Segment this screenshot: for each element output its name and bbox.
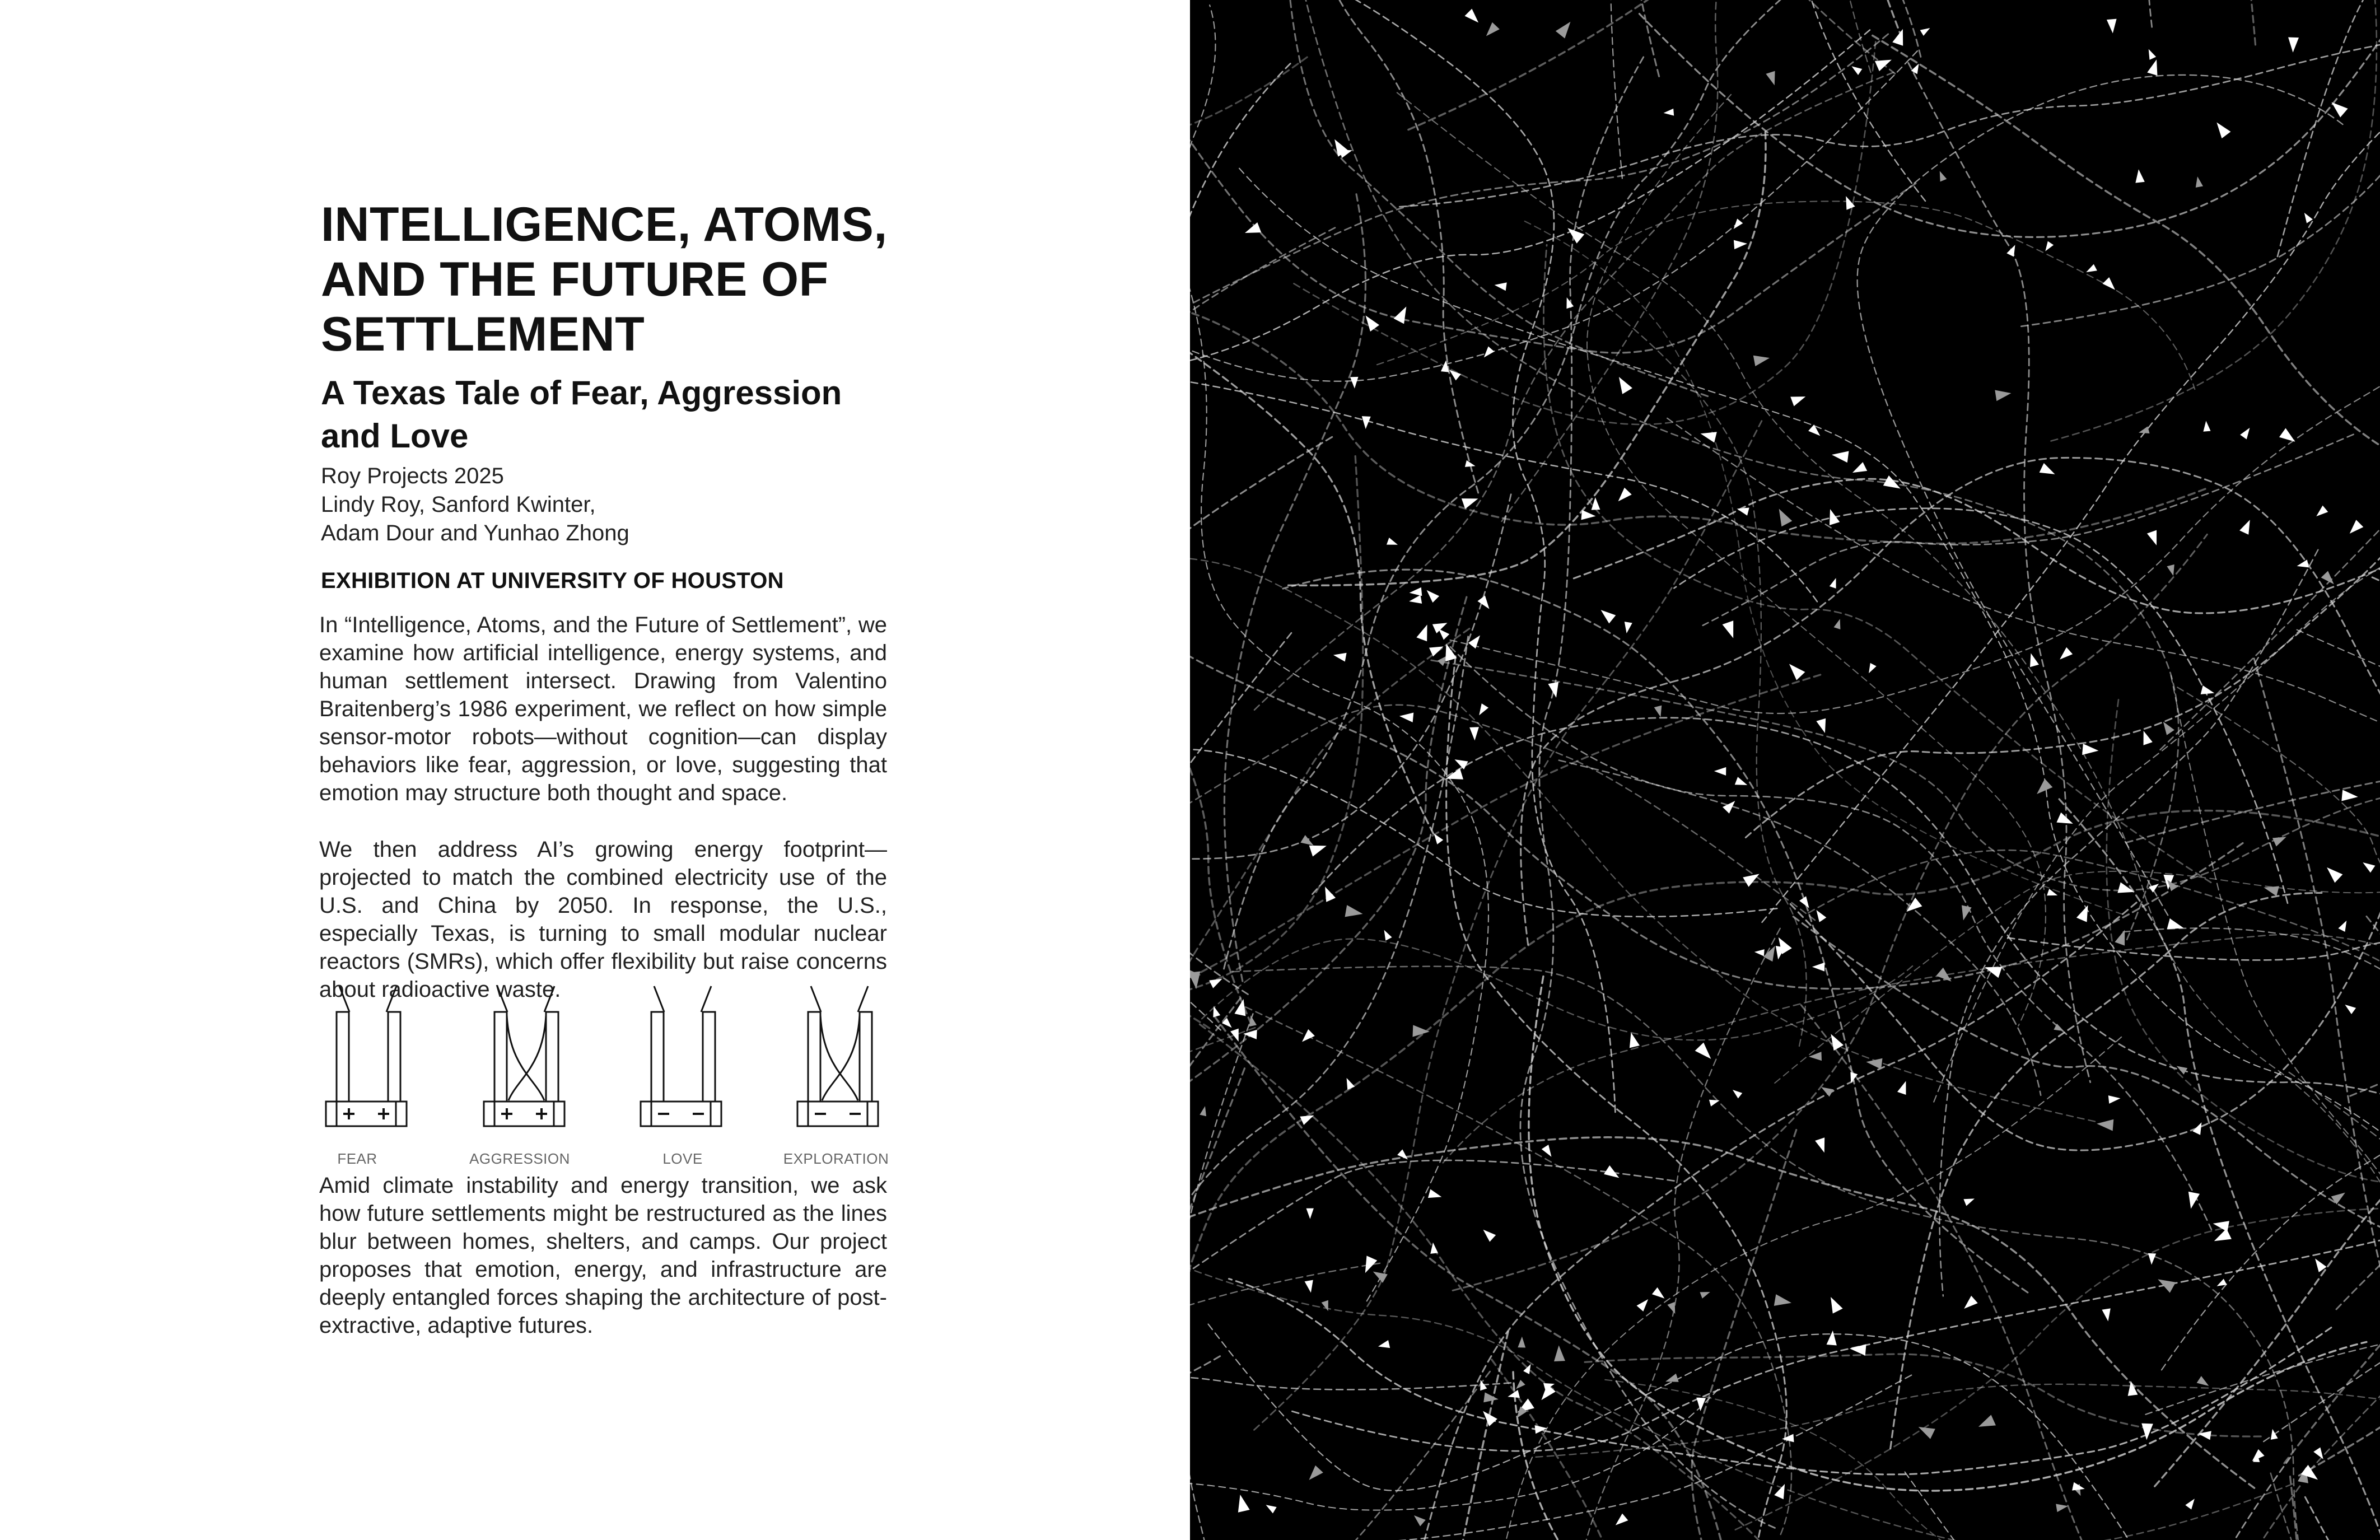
vehicle-marker-icon xyxy=(1482,22,1500,40)
vehicle-marker-icon xyxy=(1834,618,1844,629)
vehicle-marker-icon xyxy=(1774,506,1792,526)
vehicle-marker-icon xyxy=(1429,642,1445,657)
trajectory-line xyxy=(1628,1130,1796,1540)
vehicle-marker-icon xyxy=(1731,219,1743,231)
trajectory-line xyxy=(1775,871,2380,1083)
vehicle-marker-icon xyxy=(1613,1514,1628,1529)
trajectory-line xyxy=(1190,1235,2293,1540)
vehicle-marker-icon xyxy=(2341,790,2358,802)
trajectory-line xyxy=(1609,0,1659,76)
page-subtitle xyxy=(321,371,909,458)
vehicle-marker-icon xyxy=(1332,651,1346,662)
fear-label: FEAR xyxy=(337,1150,377,1167)
trajectory-line xyxy=(1190,1160,1674,1540)
subtitle-line: A Texas Tale of Fear, Aggression xyxy=(321,374,842,412)
vehicle-marker-icon xyxy=(2147,58,2162,76)
vehicle-marker-icon xyxy=(2134,169,2145,183)
vehicle-marker-icon xyxy=(2323,863,2342,883)
trajectory-line xyxy=(1190,345,1251,1024)
vehicle-marker-icon xyxy=(1399,711,1413,722)
trajectory-line xyxy=(2180,659,2380,1540)
exploration-vehicle-diagram xyxy=(795,983,885,1134)
vehicle-marker-icon xyxy=(1636,1296,1651,1312)
vehicle-marker-icon xyxy=(1936,170,1947,181)
trajectory-line xyxy=(1574,464,2380,613)
trajectory-line xyxy=(1199,0,1615,1112)
credit-line: Roy Projects 2025 xyxy=(321,464,504,488)
vehicle-marker-icon xyxy=(2042,241,2054,253)
vehicle-marker-icon xyxy=(1481,346,1494,360)
vehicle-marker-icon xyxy=(1699,428,1717,443)
vehicle-marker-icon xyxy=(2342,1001,2356,1014)
trajectory-line xyxy=(1508,0,1643,179)
vehicle-markers xyxy=(1190,9,2375,1529)
trajectory-line xyxy=(1190,1068,1245,1510)
vehicle-marker-icon xyxy=(1320,884,1336,902)
vehicle-marker-icon xyxy=(1623,622,1632,634)
trajectory-line xyxy=(1384,1332,1508,1540)
vehicle-marker-icon xyxy=(1920,25,1932,36)
vehicle-marker-icon xyxy=(1866,663,1877,675)
vehicle-marker-icon xyxy=(2194,176,2203,188)
vehicle-marker-icon xyxy=(2239,518,2255,535)
vehicle-marker-icon xyxy=(1556,18,1575,38)
vehicle-marker-icon xyxy=(1479,1407,1497,1426)
vehicle-marker-icon xyxy=(1264,1502,1277,1514)
vehicle-marker-icon xyxy=(1343,1076,1355,1090)
vehicle-marker-icon xyxy=(1305,1466,1323,1484)
vehicle-marker-icon xyxy=(2141,1424,2153,1440)
vehicle-marker-icon xyxy=(2139,729,2153,745)
trajectory-line xyxy=(1190,0,1916,353)
vehicle-marker-icon xyxy=(1730,1087,1742,1098)
trajectory-line xyxy=(1190,820,1210,1028)
vehicle-marker-icon xyxy=(1736,505,1749,516)
vehicle-marker-icon xyxy=(1958,905,1972,921)
vehicle-marker-icon xyxy=(1774,1482,1789,1499)
vehicle-marker-icon xyxy=(1345,905,1364,920)
trajectory-line xyxy=(1190,749,1777,917)
vehicle-marker-icon xyxy=(1961,1296,1977,1313)
trajectory-line xyxy=(1830,0,2084,72)
vehicle-marker-icon xyxy=(2027,652,2039,667)
vehicle-marker-icon xyxy=(2047,889,2059,899)
vehicle-marker-icon xyxy=(1782,1434,1794,1443)
vehicle-marker-icon xyxy=(1416,623,1432,641)
vehicle-marker-icon xyxy=(2313,506,2328,520)
trajectory-field xyxy=(1190,0,2380,1540)
vehicle-marker-icon xyxy=(2145,48,2156,60)
vehicle-marker-icon xyxy=(1897,1080,1910,1095)
vehicle-marker-icon xyxy=(2338,919,2350,932)
trajectory-line xyxy=(1190,1371,1490,1540)
vehicle-marker-icon xyxy=(1850,63,1863,75)
vehicle-marker-icon xyxy=(2102,277,2118,293)
vehicle-marker-icon xyxy=(1200,1105,1208,1116)
vehicle-marker-icon xyxy=(1983,962,2002,978)
vehicle-marker-icon xyxy=(1387,538,1399,548)
vehicle-marker-icon xyxy=(1305,1280,1315,1294)
trajectory-line xyxy=(1190,1014,1253,1540)
vehicle-marker-icon xyxy=(1816,718,1830,735)
vehicle-marker-icon xyxy=(2262,883,2279,896)
trajectory-line xyxy=(2299,784,2380,1476)
vehicle-marker-icon xyxy=(1936,968,1954,986)
vehicle-marker-icon xyxy=(1753,353,1771,366)
vehicle-marker-icon xyxy=(1754,949,1764,956)
title-line: SETTLEMENT xyxy=(321,307,645,361)
vehicle-marker-icon xyxy=(2167,564,2177,577)
trajectory-line xyxy=(1229,1279,2331,1474)
vehicle-marker-icon xyxy=(2211,1229,2232,1247)
credits xyxy=(321,462,881,548)
vehicle-marker-icon xyxy=(2192,1121,2205,1135)
trajectory-line xyxy=(1431,324,2380,890)
exploration-label: EXPLORATION xyxy=(783,1150,889,1167)
trajectory-line xyxy=(1239,169,2380,1172)
trajectory-artwork xyxy=(1190,0,2380,1540)
vehicle-marker-icon xyxy=(1664,1374,1679,1386)
trajectory-line xyxy=(1443,935,2380,1336)
vehicle-marker-icon xyxy=(1875,54,1894,71)
vehicle-marker-icon xyxy=(1581,510,1596,521)
vehicle-marker-icon xyxy=(1766,71,1779,87)
vehicle-marker-icon xyxy=(1916,1422,1935,1439)
trajectory-line xyxy=(1581,1354,2261,1436)
trajectory-line xyxy=(2367,916,2380,1540)
subtitle-line: and Love xyxy=(321,417,469,455)
vehicle-marker-icon xyxy=(2269,1428,2278,1439)
trajectory-line xyxy=(1312,0,1478,493)
vehicle-marker-icon xyxy=(1723,797,1738,813)
vehicle-marker-icon xyxy=(2167,918,2185,934)
trajectory-line xyxy=(1703,435,2354,626)
trajectory-line xyxy=(1934,153,2380,1102)
vehicle-marker-icon xyxy=(2040,463,2057,479)
love-label: LOVE xyxy=(662,1150,703,1167)
vehicle-marker-icon xyxy=(1826,1294,1843,1313)
vehicle-marker-icon xyxy=(1480,1226,1496,1242)
vehicle-marker-icon xyxy=(2240,426,2253,440)
vehicle-marker-icon xyxy=(1563,296,1574,309)
vehicle-marker-icon xyxy=(1518,1336,1525,1347)
trajectory-line xyxy=(1576,928,1859,1540)
vehicle-marker-icon xyxy=(2185,1496,2197,1509)
trajectory-line xyxy=(1190,597,1467,1245)
trajectory-line xyxy=(1190,1356,1220,1540)
vehicle-marker-icon xyxy=(2346,520,2363,537)
trajectory-line xyxy=(1940,550,2318,1296)
trajectory-line xyxy=(2051,0,2377,441)
vehicle-marker-icon xyxy=(2288,37,2299,53)
vehicle-marker-icon xyxy=(2296,559,2309,570)
vehicle-marker-icon xyxy=(1614,488,1632,505)
credit-line: Adam Dour and Yunhao Zhong xyxy=(321,521,629,545)
vehicle-marker-icon xyxy=(2147,530,2162,547)
vehicle-marker-icon xyxy=(2082,744,2099,757)
vehicle-marker-icon xyxy=(1453,755,1468,769)
vehicle-marker-icon xyxy=(1723,620,1739,640)
trajectory-line xyxy=(1513,1372,1851,1540)
trajectory-line xyxy=(1190,1263,1613,1540)
vehicle-marker-icon xyxy=(1377,1340,1390,1351)
vehicle-marker-icon xyxy=(2249,1449,2264,1464)
vehicle-marker-icon xyxy=(1514,1380,1525,1392)
page-title xyxy=(321,197,937,362)
trajectory-line xyxy=(1190,5,1488,1301)
vehicle-marker-icon xyxy=(2102,1308,2112,1322)
vehicle-marker-icon xyxy=(1542,1145,1555,1159)
vehicle-marker-icon xyxy=(1537,1384,1556,1403)
vehicle-marker-icon xyxy=(2148,1253,2156,1265)
vehicle-marker-icon xyxy=(1408,595,1422,605)
trajectory-line xyxy=(2155,809,2380,1487)
vehicle-marker-icon xyxy=(2212,119,2230,138)
vehicle-marker-icon xyxy=(2155,1274,2176,1293)
trajectory-line xyxy=(1801,1005,2091,1540)
trajectory-line xyxy=(1520,57,1778,1529)
trajectory-line xyxy=(1794,0,2380,201)
vehicle-marker-icon xyxy=(2056,1502,2069,1512)
title-line: INTELLIGENCE, ATOMS, xyxy=(321,198,888,251)
trajectory-line xyxy=(1190,0,1708,396)
vehicle-marker-icon xyxy=(1424,587,1439,603)
trajectory-line xyxy=(1453,534,2207,1290)
trajectory-line xyxy=(1190,228,1335,1001)
vehicle-marker-icon xyxy=(2057,647,2073,663)
trajectory-line xyxy=(1446,656,1787,1540)
trajectory-line xyxy=(1408,0,2380,209)
trajectory-line xyxy=(1190,998,1240,1540)
vehicle-marker-icon xyxy=(2202,421,2211,432)
trajectory-line xyxy=(2021,0,2380,326)
vehicle-marker-icon xyxy=(2159,719,2174,735)
vehicle-marker-icon xyxy=(1309,840,1328,856)
vehicle-marker-icon xyxy=(2301,211,2313,223)
aggression-vehicle-diagram xyxy=(482,983,571,1134)
trajectory-line xyxy=(1975,0,2171,27)
vehicle-marker-icon xyxy=(1234,1493,1250,1512)
trajectory-line xyxy=(1283,570,2028,1292)
body-paragraph: In “Intelligence, Atoms, and the Future of Settlement”, we examine how artificial intelligence, energy systems, and human settlement intersect. Drawing from Valentino Braitenberg’s 1986 experiment, we reflect on how simple sensor-motor robots—without cognition—can display behaviors like fear, aggression, or love, suggesting that emotion may structure both thought and space. xyxy=(319,613,887,805)
vehicle-marker-icon xyxy=(1734,239,1748,249)
vehicle-marker-icon xyxy=(1299,1029,1315,1046)
trajectory-line xyxy=(2271,1473,2380,1540)
trajectory-line xyxy=(1905,1472,2264,1540)
trajectory-line xyxy=(2145,666,2380,1415)
vehicle-marker-icon xyxy=(1849,1343,1866,1356)
trajectory-line xyxy=(1190,1376,1511,1540)
vehicle-marker-icon xyxy=(1494,281,1507,291)
vehicle-marker-icon xyxy=(1995,388,2012,401)
trajectory-line xyxy=(1190,637,1468,1476)
vehicle-marker-icon xyxy=(2328,98,2348,118)
trajectory-line xyxy=(2097,1486,2300,1540)
trajectory-line xyxy=(2177,687,2380,1289)
trajectory-line xyxy=(1190,494,1511,1058)
vehicle-marker-icon xyxy=(1361,416,1371,429)
trajectory-line xyxy=(1735,1208,2380,1530)
trajectory-line xyxy=(1190,210,2243,989)
vehicle-marker-icon xyxy=(1831,449,1849,463)
vehicle-marker-icon xyxy=(1411,1512,1426,1526)
vehicle-marker-icon xyxy=(1476,703,1488,717)
vehicle-marker-icon xyxy=(1548,682,1561,699)
vehicle-marker-icon xyxy=(1850,462,1867,477)
vehicle-marker-icon xyxy=(1815,1137,1829,1154)
vehicle-marker-icon xyxy=(2084,264,2097,276)
trajectory-line xyxy=(1190,0,1307,158)
trajectory-line xyxy=(1190,30,1870,368)
trajectory-line xyxy=(1190,454,2095,1121)
vehicle-marker-icon xyxy=(1614,374,1632,394)
trajectory-line xyxy=(1190,1375,1911,1540)
trajectory-line xyxy=(1290,42,1875,424)
trajectory-line xyxy=(1224,193,1365,982)
trajectory-line xyxy=(1190,675,1821,1129)
trajectory-line xyxy=(1873,36,2380,499)
trajectory-line xyxy=(1502,0,2080,521)
trajectory-line xyxy=(1224,0,2040,969)
vehicle-marker-icon xyxy=(2360,859,2375,873)
vehicle-marker-icon xyxy=(1306,1208,1314,1219)
trajectory-line xyxy=(1793,917,2380,1266)
vehicle-marker-icon xyxy=(1652,1287,1667,1302)
vehicle-marker-icon xyxy=(1714,767,1726,776)
trajectory-line xyxy=(1790,421,2380,1150)
vehicle-marker-icon xyxy=(1553,1345,1565,1361)
vehicle-marker-icon xyxy=(1799,896,1813,910)
vehicle-marker-icon xyxy=(2321,571,2337,588)
vehicle-marker-icon xyxy=(1428,1189,1443,1201)
vehicle-marker-icon xyxy=(1790,392,1807,407)
vehicle-marker-icon xyxy=(1604,1165,1622,1182)
trajectory-line xyxy=(1254,421,1762,1430)
vehicle-marker-icon xyxy=(1812,963,1824,972)
credit-line: Lindy Roy, Sanford Kwinter, xyxy=(321,492,596,517)
vehicle-marker-icon xyxy=(1598,606,1616,624)
trajectory-line xyxy=(1674,508,2288,903)
vehicle-marker-icon xyxy=(2215,1279,2227,1290)
vehicle-marker-icon xyxy=(2096,1118,2113,1131)
trajectory-line xyxy=(1190,705,1815,977)
trajectory-line xyxy=(2284,842,2380,1463)
vehicle-marker-icon xyxy=(1469,727,1480,740)
trajectory-line xyxy=(1190,301,2205,543)
vehicle-marker-icon xyxy=(1785,660,1805,680)
vehicle-marker-icon xyxy=(1350,377,1359,389)
vehicle-marker-icon xyxy=(2107,19,2118,34)
vehicle-marker-icon xyxy=(1243,222,1261,238)
vehicle-marker-icon xyxy=(1830,577,1840,589)
trajectory-line xyxy=(2126,706,2380,934)
vehicle-marker-icon xyxy=(2201,685,2216,698)
vehicle-marker-icon xyxy=(1774,934,1792,954)
trajectory-line xyxy=(1233,967,2364,1540)
vehicle-marker-icon xyxy=(1381,928,1392,941)
trajectory-line xyxy=(1762,0,2380,922)
vehicle-marker-icon xyxy=(1963,1195,1976,1206)
vehicle-marker-icon xyxy=(1892,27,1908,45)
trajectory-line xyxy=(1352,0,1921,57)
trajectory-line xyxy=(1190,750,1221,1030)
vehicle-marker-icon xyxy=(1322,1300,1332,1313)
vehicle-marker-icon xyxy=(1976,1415,1996,1432)
trajectory-line xyxy=(2289,1072,2380,1540)
vehicle-marker-icon xyxy=(1663,109,1674,116)
vehicle-marker-icon xyxy=(1514,1398,1534,1417)
body-paragraph: Amid climate instability and energy transition, we ask how future settlements might be restructured as the lines blur between homes, shelters, and camps. Our project proposes that emotion, energy, and infrastructure are deeply entangled forces shaping the architecture of post-extractive, adaptive futures. xyxy=(319,1173,887,1338)
trajectory-line xyxy=(1529,977,2367,1491)
aggression-label: AGGRESSION xyxy=(469,1150,570,1167)
love-vehicle-diagram xyxy=(638,983,728,1134)
trajectory-line xyxy=(1385,903,2137,1540)
trajectory-line xyxy=(1190,292,1817,601)
trajectory-line xyxy=(2350,765,2380,1096)
trajectory-line xyxy=(1440,0,1895,74)
trajectory-lines xyxy=(1190,0,2380,1540)
trajectory-line xyxy=(1190,64,1290,1308)
trajectory-line xyxy=(1891,893,2322,1448)
trajectory-line xyxy=(1808,850,2380,1152)
trajectory-line xyxy=(2305,1226,2380,1540)
vehicle-marker-icon xyxy=(2108,1094,2121,1104)
trajectory-line xyxy=(1190,629,1469,1320)
trajectory-line xyxy=(1190,269,1363,998)
body-paragraph: We then address AI’s growing energy footprint—projected to match the combined electricity use of the U.S. and China by 2050. In response, the U.S., especially Texas, is turning to small modular nuclear reactors (SMRs), which offer flexibility but raise concerns about radioactive waste. xyxy=(319,837,887,1002)
vehicle-marker-icon xyxy=(1464,9,1482,26)
section-heading: EXHIBITION AT UNIVERSITY OF HOUSTON xyxy=(321,568,784,593)
vehicle-marker-icon xyxy=(1700,1289,1711,1298)
trajectory-line xyxy=(1253,72,1893,711)
vehicle-marker-icon xyxy=(2033,779,2052,799)
trajectory-line xyxy=(2297,630,2380,871)
vehicle-marker-icon xyxy=(1827,1330,1838,1345)
vehicle-marker-icon xyxy=(1774,1294,1793,1309)
vehicle-marker-icon xyxy=(1654,706,1664,718)
trajectory-line xyxy=(1399,25,2380,207)
title-line: AND THE FUTURE OF xyxy=(321,253,829,306)
trajectory-line xyxy=(1858,75,2344,925)
trajectory-line xyxy=(1377,201,2195,389)
vehicle-marker-icon xyxy=(1695,1043,1715,1063)
trajectory-line xyxy=(2309,1186,2380,1474)
fear-vehicle-diagram xyxy=(324,983,413,1134)
